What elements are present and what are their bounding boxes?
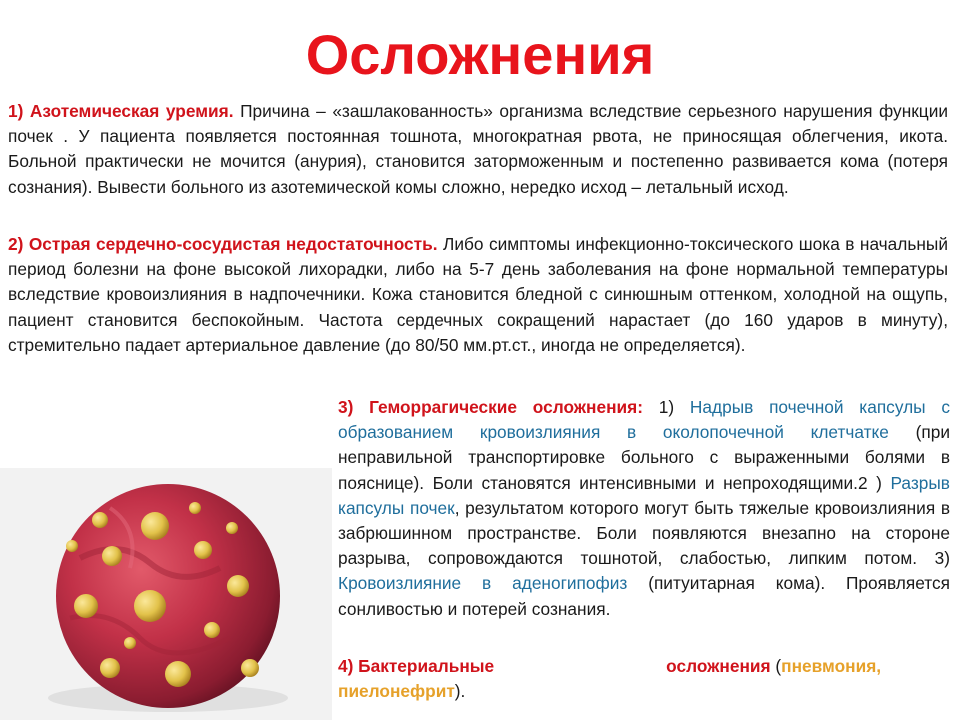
section4-text-1: (	[770, 656, 782, 676]
section-heart-failure	[8, 232, 948, 358]
section3-link-capsule-tear: Надрыв почечной капсулы с образованием кровоизлияния в околопочечной клетчатке	[338, 397, 950, 443]
section4-heading-b: осложнения	[666, 656, 771, 676]
section4-heading-a: 4) Бактериальные	[338, 656, 495, 676]
section3-link-capsule-rupture: Разрыв капсулы почек	[338, 472, 950, 518]
section3-text-2: (при неправильной транспортировке больного с выраженными болями в пояснице). Боли становятся интенсивными и непроходящими.2 )	[338, 422, 950, 493]
section1-text: Причина – «зашлакованность» организма вследствие серьезного нарушения функции почек . У пациента появляется постоянная тошнота, многократная рвота, не приносящая облегчения, икота. Больной практически не мочится (анурия), становится заторможенным и постепенно развивается кома (потеря сознания). Вывести больного из азотемической комы сложно, нередко исход – летальный исход.	[8, 101, 948, 197]
virus-illustration	[0, 468, 332, 720]
section-hemorrhagic	[338, 395, 950, 622]
section-bacterial	[338, 654, 950, 704]
section3-text-3: , результатом которого могут быть тяжелые кровоизлияния в забрюшинном пространстве. Боли появляются внезапно на стороне разрыва, сопровождаются тошнотой, слабостью, липким потом. 3)	[338, 497, 950, 569]
section2-heading: 2) Острая сердечно-сосудистая недостаточность.	[8, 234, 438, 254]
section4-item-pyelonephritis: пиелонефрит	[338, 681, 455, 702]
page-title: Осложнения	[305, 23, 655, 86]
section-azotemic-uremia	[8, 99, 948, 200]
section1-heading: 1) Азотемическая уремия.	[8, 101, 234, 121]
section3-text-1: 1)	[643, 397, 690, 417]
section3-heading: 3) Геморрагические осложнения:	[338, 397, 643, 417]
virus-icon	[0, 468, 332, 720]
section2-text: Либо симптомы инфекционно-токсического шока в начальный период болезни на фоне высокой лихорадки, либо на 5-7 день заболевания на фоне нормальной температуры вследствие кровоизлияния в надпочечники. Кожа становится бледной с синюшным оттенком, холодной на ощупь, пациент становится беспокойным. Частота сердечных сокращений нарастает (до 160 ударов в минуту), стремительно падает артериальное давление (до 80/50 мм.рт.ст., иногда не определяется).	[8, 234, 948, 355]
section4-item-pneumonia: пневмония,	[781, 656, 882, 676]
section3-link-adenohypophysis: Кровоизлияние в аденогипофиз	[338, 573, 628, 594]
section4-text-2: ).	[454, 681, 466, 702]
section3-text-4: (питуитарная кома). Проявляется сонливостью и потерей сознания.	[338, 573, 950, 619]
